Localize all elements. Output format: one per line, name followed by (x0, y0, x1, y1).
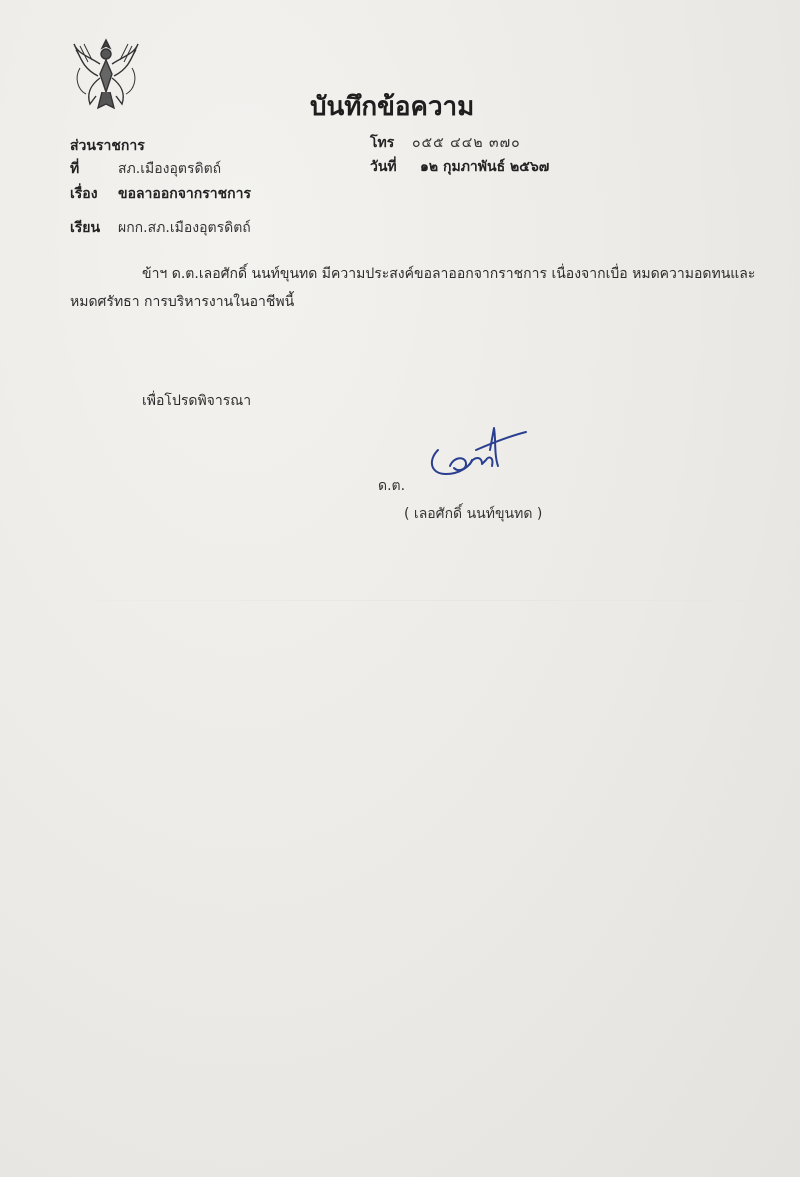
to-label: เรียน (70, 220, 101, 236)
phone-label: โทร (370, 135, 395, 151)
department-label: ส่วนราชการ (70, 138, 145, 154)
signature-rank: ด.ต. (378, 478, 406, 494)
to-value: ผกก.สภ.เมืองอุตรดิตถ์ (118, 220, 251, 236)
date-value: ๑๒ กุมภาพันธ์ ๒๕๖๗ (420, 159, 550, 175)
paper-fold-line (0, 600, 800, 601)
closing-text: เพื่อโปรดพิจารณา (142, 393, 252, 409)
subject-label: เรื่อง (70, 186, 98, 202)
garuda-emblem-icon (70, 34, 142, 114)
signature-name: ( เลอศักดิ์ นนท์ขุนทด ) (404, 506, 543, 522)
ref-label: ที่ (70, 161, 80, 177)
subject-value: ขอลาออกจากราชการ (118, 186, 251, 202)
ref-value: สภ.เมืองอุตรดิตถ์ (118, 161, 222, 177)
body-line-1: ข้าฯ ด.ต.เลอศักดิ์ นนท์ขุนทด มีความประสงค์ขอลาออกจากราชการ เนื่องจากเบื่อ หมดความอดทนและ (142, 266, 756, 282)
date-label: วันที่ (370, 159, 397, 175)
handwritten-signature (420, 420, 530, 480)
document-title: บันทึกข้อความ (310, 92, 475, 122)
body-line-2: หมดศรัทธา การบริหารงานในอาชีพนี้ (70, 294, 295, 310)
phone-value: ๐๕๕ ๔๔๒ ๓๗๐ (412, 135, 521, 151)
